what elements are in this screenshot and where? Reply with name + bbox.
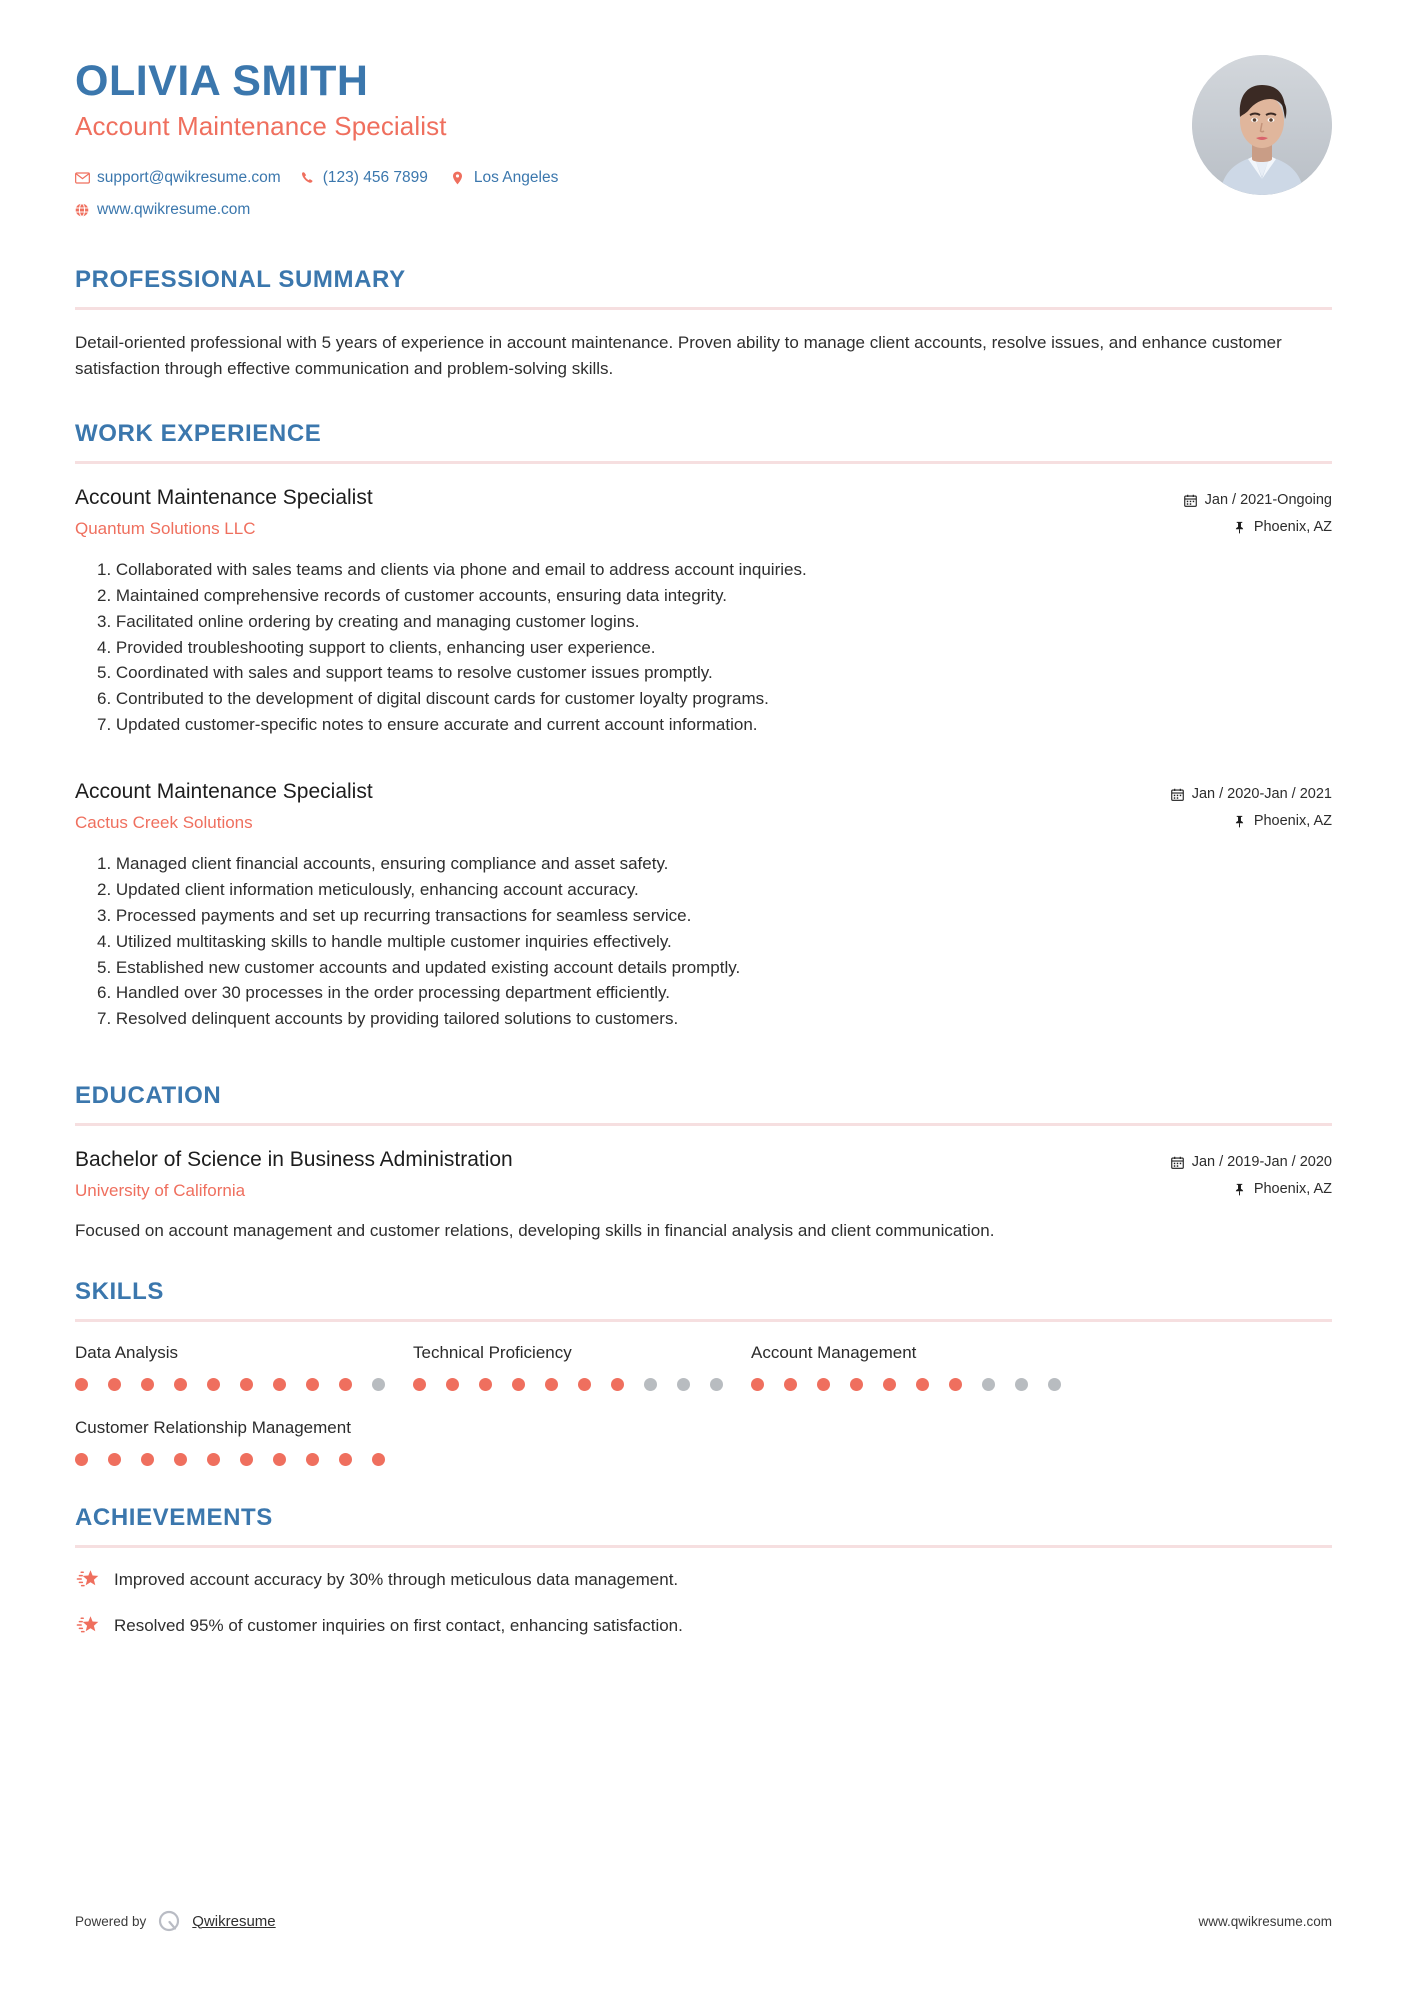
bullet-item: 3. Processed payments and set up recurring transactions for seamless service.	[97, 905, 692, 925]
skill-dot-filled	[75, 1453, 88, 1466]
skill-rating	[751, 1378, 1089, 1391]
skill-dot-filled	[306, 1378, 319, 1391]
summary-text: Detail-oriented professional with 5 years of experience in account maintenance. Proven ability to manage client accounts, resolve issues, and enhance customer satisfaction through effective communication and problem-solving skills.	[75, 333, 1282, 378]
skill-rating	[413, 1378, 751, 1391]
education-degree: Bachelor of Science in Business Administration	[75, 1148, 513, 1171]
achievement-text: Resolved 95% of customer inquiries on first contact, enhancing satisfaction.	[114, 1616, 683, 1636]
spacer	[0, 1492, 1407, 1504]
section-work-experience	[0, 420, 1407, 1032]
avatar-image	[1192, 55, 1332, 195]
skill-dot-filled	[141, 1378, 154, 1391]
skill-name: Customer Relationship Management	[75, 1418, 351, 1438]
bullet-item: 1. Collaborated with sales teams and clients via phone and email to address account inquiries.	[97, 560, 807, 580]
skill-dot-filled	[306, 1453, 319, 1466]
contact-block	[75, 168, 1332, 219]
education-dates-text: Jan / 2019-Jan / 2020	[1191, 1154, 1332, 1170]
phone-icon	[301, 171, 323, 184]
skill-dot-filled	[611, 1378, 624, 1391]
spacer	[0, 1248, 1407, 1278]
experience-entry-header	[75, 778, 1332, 837]
skill-dot-filled	[240, 1378, 253, 1391]
skill-item	[751, 1342, 1089, 1391]
bullet-item: 4. Utilized multitasking skills to handle multiple customer inquiries effectively.	[97, 931, 672, 951]
achievements-list	[75, 1568, 1332, 1638]
contact-row-primary	[75, 168, 1332, 187]
skill-dot-empty	[1048, 1378, 1061, 1391]
skill-dot-filled	[883, 1378, 896, 1391]
experience-bullets	[75, 557, 1332, 738]
spacer	[0, 382, 1407, 420]
map-pin-icon	[1233, 521, 1247, 534]
calendar-icon	[1171, 788, 1185, 801]
section-heading-experience: WORK EXPERIENCE	[75, 419, 322, 447]
skill-dot-filled	[339, 1453, 352, 1466]
experience-entry-main	[75, 484, 1184, 540]
skill-name: Data Analysis	[75, 1343, 178, 1363]
skill-dot-empty	[677, 1378, 690, 1391]
skill-dot-filled	[949, 1378, 962, 1391]
map-pin-icon	[1233, 1183, 1247, 1196]
bullet-item: 3. Facilitated online ordering by creating and managing customer logins.	[97, 611, 640, 631]
experience-dates-text: Jan / 2020-Jan / 2021	[1191, 785, 1332, 802]
skill-dot-filled	[784, 1378, 797, 1391]
skill-dot-filled	[207, 1453, 220, 1466]
experience-dates	[1184, 489, 1332, 512]
contact-phone-text: (123) 456 7899	[322, 168, 428, 186]
calendar-icon	[1184, 494, 1198, 507]
skill-dot-filled	[207, 1378, 220, 1391]
contact-row-secondary	[75, 200, 1332, 219]
experience-location	[1171, 810, 1332, 833]
contact-website-text: www.qwikresume.com	[97, 200, 251, 218]
skill-item	[75, 1417, 413, 1466]
section-heading-education: EDUCATION	[75, 1082, 222, 1109]
experience-dates-text: Jan / 2021-Ongoing	[1204, 491, 1332, 508]
bullet-item: 5. Established new customer accounts and updated existing account details promptly.	[97, 957, 741, 977]
bullet-item: 5. Coordinated with sales and support teams to resolve customer issues promptly.	[97, 663, 713, 683]
skill-name: Account Management	[751, 1343, 917, 1363]
achievement-text: Improved account accuracy by 30% through meticulous data management.	[114, 1570, 679, 1590]
map-pin-icon	[1233, 815, 1247, 828]
education-entry-header	[75, 1146, 1332, 1205]
contact-location	[452, 169, 558, 187]
skill-dot-filled	[512, 1378, 525, 1391]
section-divider	[75, 307, 1332, 310]
education-location-text: Phoenix, AZ	[1253, 1181, 1332, 1198]
experience-entry	[75, 484, 1332, 738]
bullet-item: 1. Managed client financial accounts, ensuring compliance and asset safety.	[97, 854, 669, 874]
skill-dot-filled	[75, 1378, 88, 1391]
skill-dot-filled	[141, 1453, 154, 1466]
experience-location-text: Phoenix, AZ	[1253, 813, 1332, 830]
skill-dot-filled	[751, 1378, 764, 1391]
contact-location-text: Los Angeles	[473, 168, 559, 186]
skill-dot-filled	[850, 1378, 863, 1391]
contact-phone[interactable]	[301, 169, 428, 187]
experience-role: Account Maintenance Specialist	[75, 485, 373, 509]
bullet-item: 2. Maintained comprehensive records of customer accounts, ensuring data integrity.	[97, 585, 727, 605]
skill-dot-filled	[174, 1378, 187, 1391]
skill-item	[413, 1342, 751, 1391]
education-description: Focused on account management and customer relations, developing skills in financial analysis and client communication.	[75, 1221, 995, 1241]
spacer	[0, 1036, 1407, 1082]
star-icon	[75, 1568, 101, 1592]
bullet-item: 4. Provided troubleshooting support to clients, enhancing user experience.	[97, 637, 656, 657]
education-entry-main	[75, 1146, 1171, 1202]
skill-dot-filled	[413, 1378, 426, 1391]
skill-dot-filled	[339, 1378, 352, 1391]
skill-dot-filled	[545, 1378, 558, 1391]
education-dates	[1171, 1151, 1332, 1174]
footer-website[interactable]: www.qwikresume.com	[1198, 1913, 1332, 1929]
spacer	[75, 742, 1332, 778]
skill-dot-filled	[273, 1453, 286, 1466]
achievement-item	[75, 1568, 1332, 1592]
experience-entry	[75, 778, 1332, 1032]
experience-location	[1184, 516, 1332, 539]
skill-dot-filled	[578, 1378, 591, 1391]
section-divider	[75, 1319, 1332, 1322]
experience-entry-meta	[1184, 484, 1332, 543]
education-entry-meta	[1171, 1146, 1332, 1205]
section-heading-achievements: ACHIEVEMENTS	[75, 1504, 273, 1532]
skills-grid	[75, 1342, 1332, 1492]
skill-dot-filled	[174, 1453, 187, 1466]
skill-dot-empty	[644, 1378, 657, 1391]
section-education	[0, 1082, 1407, 1244]
bullet-item: 7. Resolved delinquent accounts by providing tailored solutions to customers.	[97, 1009, 679, 1029]
spacer	[0, 220, 1407, 266]
section-heading-summary: PROFESSIONAL SUMMARY	[75, 266, 406, 293]
section-divider	[75, 1545, 1332, 1548]
experience-organization: Cactus Creek Solutions	[75, 813, 253, 833]
education-location	[1171, 1178, 1332, 1201]
globe-icon	[75, 203, 97, 217]
powered-by-label: Powered by	[75, 1913, 147, 1929]
skill-dot-filled	[916, 1378, 929, 1391]
skill-dot-empty	[982, 1378, 995, 1391]
experience-dates	[1171, 783, 1332, 806]
section-achievements	[0, 1504, 1407, 1638]
footer	[0, 1908, 1407, 1934]
skill-dot-filled	[108, 1378, 121, 1391]
job-title: Account Maintenance Specialist	[75, 111, 447, 142]
envelope-icon	[75, 172, 97, 184]
skill-item	[75, 1342, 413, 1391]
skill-dot-filled	[479, 1378, 492, 1391]
resume-header	[0, 0, 1407, 220]
experience-role: Account Maintenance Specialist	[75, 779, 373, 803]
bullet-item: 6. Contributed to the development of digital discount cards for customer loyalty programs.	[97, 689, 769, 709]
star-icon	[75, 1614, 101, 1638]
calendar-icon	[1171, 1156, 1185, 1169]
skill-dot-empty	[710, 1378, 723, 1391]
experience-entry-header	[75, 484, 1332, 543]
contact-website[interactable]	[75, 201, 250, 219]
skill-dot-filled	[817, 1378, 830, 1391]
skill-dot-filled	[240, 1453, 253, 1466]
section-divider	[75, 461, 1332, 464]
skill-rating	[75, 1378, 413, 1391]
skill-name: Technical Proficiency	[413, 1343, 572, 1363]
page-title: OLIVIA SMITH	[75, 57, 369, 105]
experience-entry-main	[75, 778, 1171, 834]
brand-link[interactable]: Qwikresume	[192, 1912, 276, 1930]
skill-rating	[75, 1453, 413, 1466]
skill-dot-filled	[108, 1453, 121, 1466]
skill-dot-empty	[372, 1378, 385, 1391]
section-divider	[75, 1123, 1332, 1126]
education-entry	[75, 1146, 1332, 1244]
avatar	[1192, 55, 1332, 195]
bullet-item: 2. Updated client information meticulously, enhancing account accuracy.	[97, 880, 639, 900]
experience-organization: Quantum Solutions LLC	[75, 518, 256, 538]
skill-dot-filled	[446, 1378, 459, 1391]
bullet-item: 6. Handled over 30 processes in the order processing department efficiently.	[97, 983, 670, 1003]
education-institution: University of California	[75, 1181, 246, 1201]
bullet-item: 7. Updated customer-specific notes to ensure accurate and current account information.	[97, 715, 758, 734]
location-pin-icon	[452, 171, 474, 185]
section-professional-summary	[0, 266, 1407, 382]
footer-powered-by	[75, 1908, 276, 1934]
experience-location-text: Phoenix, AZ	[1253, 518, 1332, 535]
section-skills	[0, 1278, 1407, 1492]
section-heading-skills: SKILLS	[75, 1278, 164, 1306]
contact-email[interactable]	[75, 169, 281, 187]
skill-dot-filled	[372, 1453, 385, 1466]
skill-dot-empty	[1015, 1378, 1028, 1391]
experience-entry-meta	[1171, 778, 1332, 837]
qwikresume-logo-icon	[156, 1908, 182, 1934]
skill-dot-filled	[273, 1378, 286, 1391]
contact-email-text: support@qwikresume.com	[97, 168, 281, 186]
achievement-item	[75, 1614, 1332, 1638]
experience-bullets	[75, 851, 1332, 1032]
